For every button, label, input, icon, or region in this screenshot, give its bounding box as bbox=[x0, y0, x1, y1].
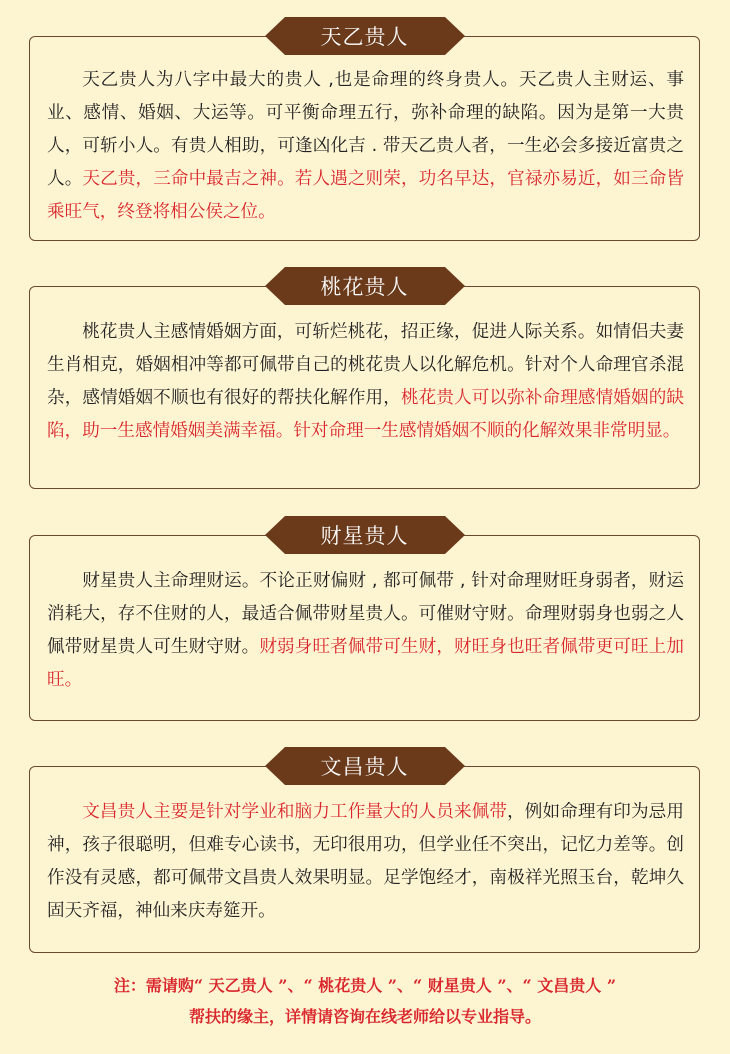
section-title: 财星贵人 bbox=[320, 524, 409, 548]
section-title: 天乙贵人 bbox=[320, 25, 409, 49]
section-body bbox=[47, 796, 684, 928]
section-body bbox=[47, 64, 684, 229]
footer-note-line-2: 帮扶的缘主，详情请咨询在线老师给以专业指导。 bbox=[188, 1007, 541, 1026]
body-text: 天乙贵人为八字中最大的贵人 ,也是命理的终身贵人。天乙贵人主财运、事业、感情、婚姻、大运等。可平衡命理五行，弥补命理的缺陷。因为是第一大贵人，可斩小人。有贵人相助，可逢凶化吉 . 带天乙贵人者，一生必会多接近富贵之人。 bbox=[47, 70, 684, 189]
section-title-tab bbox=[265, 267, 465, 305]
section-body bbox=[47, 565, 684, 697]
section-title-tab bbox=[265, 747, 465, 785]
body-text: ，例如命理有印为忌用神，孩子很聪明，但难专心读书，无印很用功，但学业任不突出，记忆力差等。创作没有灵感，都可佩带文昌贵人效果明显。足学饱经才，南极祥光照玉台，乾坤久固天齐福，神仙来庆寿筵开。 bbox=[47, 802, 684, 921]
section-body bbox=[47, 316, 684, 448]
section-card-wenchang bbox=[29, 755, 700, 953]
footer-note bbox=[0, 970, 730, 1032]
section-title-tab bbox=[265, 516, 465, 554]
body-text: 桃花贵人主感情婚姻方面，可斩烂桃花，招正缘，促进人际关系。如情侣夫妻生肖相克，婚姻相冲等都可佩带自己的桃花贵人以化解危机。针对个人命理官杀混杂，感情婚姻不顺也有很好的帮扶化解作用， bbox=[47, 322, 684, 408]
section-title: 文昌贵人 bbox=[320, 755, 409, 779]
body-highlight-text: 天乙贵，三命中最吉之神。若人遇之则荣，功名早达，官禄亦易近，如三命皆乘旺气，终登将相公侯之位。 bbox=[47, 169, 684, 222]
section-card-tianyi bbox=[29, 25, 700, 241]
body-highlight-text: 财弱身旺者佩带可生财，财旺身也旺者佩带更可旺上加旺。 bbox=[47, 637, 684, 690]
section-card-caixing bbox=[29, 524, 700, 721]
body-text: 财星贵人主命理财运。不论正财偏财 , 都可佩带 , 针对命理财旺身弱者，财运消耗大，存不住财的人，最适合佩带财星贵人。可催财守财。命理财弱身也弱之人佩带财星贵人可生财守财。 bbox=[47, 571, 684, 657]
body-highlight-text: 桃花贵人可以弥补命理感情婚姻的缺陷，助一生感情婚姻美满幸福。针对命理一生感情婚姻不顺的化解效果非常明显。 bbox=[47, 388, 684, 441]
section-title-tab bbox=[265, 17, 465, 55]
footer-note-line-1: 注：需请购“ 天乙贵人 ”、“ 桃花贵人 ”、“ 财星贵人 ”、“ 文昌贵人 ” bbox=[113, 976, 617, 995]
section-card-taohua bbox=[29, 275, 700, 489]
body-highlight-text: 文昌贵人主要是针对学业和脑力工作量大的人员来佩带 bbox=[82, 802, 508, 822]
section-title: 桃花贵人 bbox=[320, 275, 409, 299]
